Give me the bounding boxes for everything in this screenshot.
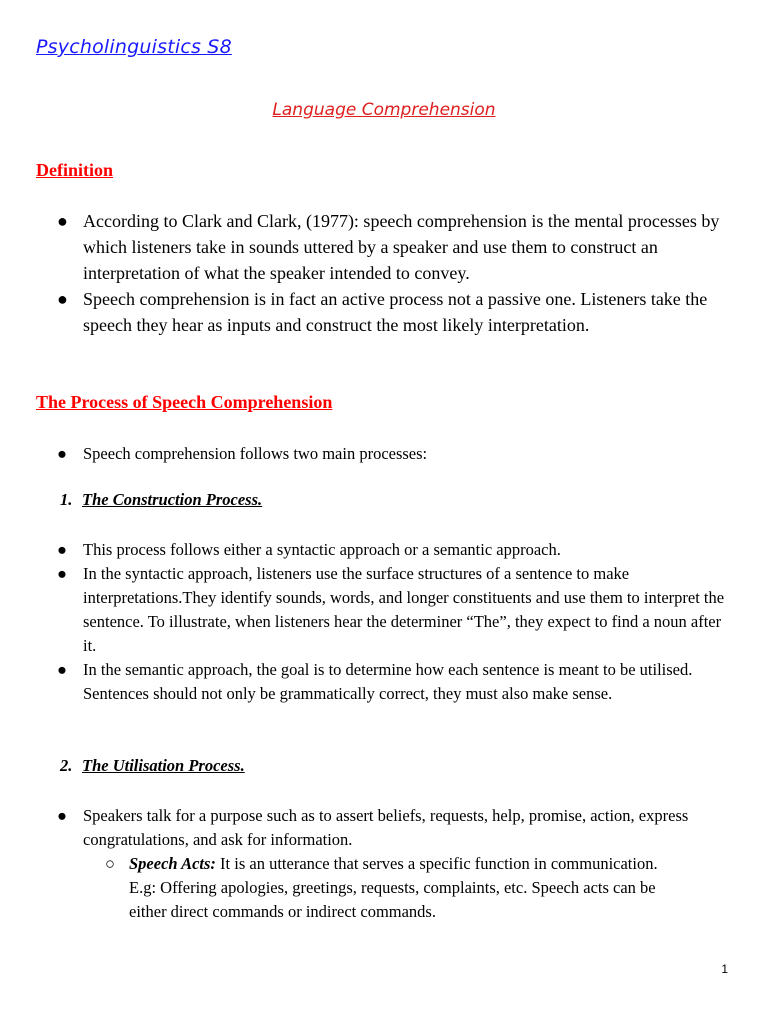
- definition-bullet-text: According to Clark and Clark, (1977): speech comprehension is the mental processes by which listeners take in sounds uttered by a speaker and use them to construct an interpretation of what the speaker intended to convey.: [83, 211, 720, 283]
- definition-heading: Definition: [36, 160, 114, 180]
- hollow-bullet-icon: ○: [105, 854, 115, 873]
- bullet-icon: ●: [57, 806, 67, 825]
- list-item: [0, 442, 768, 466]
- construction-bullet-list: [0, 538, 768, 706]
- construction-bullet-text: In the syntactic approach, listeners use the surface structures of a sentence to make interpretations.They identify sounds, words, and longer constituents and use them to interpret the sentence. To illustrate, when listeners hear the determiner “The”, they expect to find a noun after it.: [83, 564, 725, 655]
- utilisation-bullet-text: Speakers talk for a purpose such as to assert beliefs, requests, help, promise, action, express congratulations, and ask for information.: [83, 806, 689, 849]
- construction-bullet-text: In the semantic approach, the goal is to determine how each sentence is meant to be utilised. Sentences should not only be grammatically correct, they must also make sense.: [83, 660, 693, 703]
- utilisation-bullet-list: [0, 804, 768, 852]
- bullet-icon: ●: [57, 660, 67, 679]
- utilisation-sub-list: [0, 852, 768, 924]
- list-item: [0, 562, 768, 658]
- heading-number: 1.: [60, 490, 73, 509]
- document-title: Language Comprehension: [272, 100, 496, 120]
- course-title: Psycholinguistics S8: [36, 36, 232, 58]
- heading-label: The Construction Process.: [82, 490, 263, 509]
- list-item: [0, 208, 768, 286]
- definition-bullet-list: [0, 208, 768, 338]
- bullet-icon: ●: [57, 564, 67, 583]
- bullet-icon: ●: [57, 289, 68, 309]
- definition-bullet-text: Speech comprehension is in fact an active process not a passive one. Listeners take the speech they hear as inputs and construct the most likely interpretation.: [83, 289, 708, 335]
- process-heading: The Process of Speech Comprehension: [36, 392, 333, 412]
- heading-number: 2.: [60, 756, 73, 775]
- list-item: [0, 538, 768, 562]
- utilisation-process-heading: [60, 756, 245, 776]
- process-intro-list: [0, 442, 768, 466]
- sub-item-text: It is an utterance that serves a specific function in communication. E.g: Offering apologies, greetings, requests, complaints, etc. Speech acts can be either direct commands or indirect commands.: [129, 854, 658, 921]
- list-item: [0, 852, 768, 924]
- list-item: [0, 804, 768, 852]
- list-item: [0, 658, 768, 706]
- construction-process-heading: [60, 490, 262, 510]
- construction-bullet-text: This process follows either a syntactic approach or a semantic approach.: [83, 540, 561, 559]
- sub-item-term: Speech Acts:: [129, 854, 216, 873]
- bullet-icon: ●: [57, 444, 67, 463]
- process-intro-text: Speech comprehension follows two main processes:: [83, 444, 428, 463]
- list-item: [0, 286, 768, 338]
- page-number: 1: [721, 962, 728, 976]
- bullet-icon: ●: [57, 540, 67, 559]
- bullet-icon: ●: [57, 211, 68, 231]
- heading-label: The Utilisation Process.: [82, 756, 245, 775]
